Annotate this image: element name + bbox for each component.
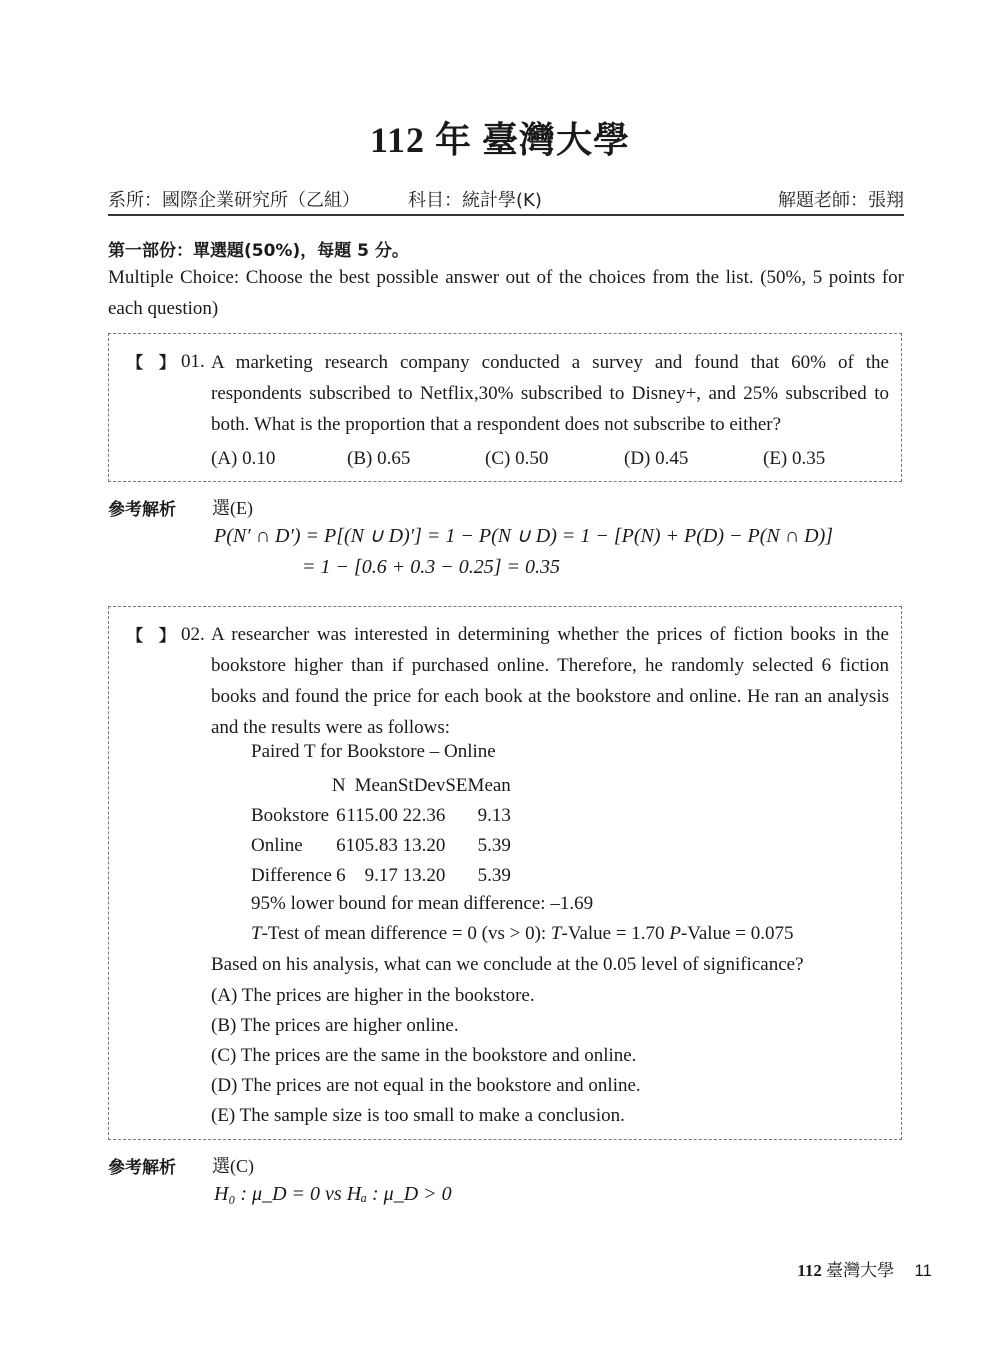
page-number: 11 xyxy=(914,1261,932,1280)
option-c: (C) The prices are the same in the bookstore and online. xyxy=(211,1045,637,1066)
answer-choice: 選(E) xyxy=(212,498,253,518)
subject-label: 科目：統計學(K) xyxy=(408,190,542,211)
department-label: 系所：國際企業研究所（乙組） xyxy=(108,190,360,211)
cell-n: 6 xyxy=(336,805,346,826)
footer-year: 112 xyxy=(797,1261,822,1280)
answer-bracket-close: 】 xyxy=(159,353,176,372)
option-b: (B) 0.65 xyxy=(347,448,411,469)
question-prompt: Based on his analysis, what can we conclude at the 0.05 level of significance? xyxy=(211,954,804,975)
cell-se-mean: 9.13 xyxy=(477,805,511,826)
analysis-label: 參考解析 xyxy=(108,1158,176,1178)
col-header-mean: Mean xyxy=(354,775,398,796)
cell-mean: 9.17 xyxy=(364,865,398,886)
question-text: A researcher was interested in determining whether the prices of fiction books in the bookstore higher than if purchased online. Therefore, he randomly selected 6 fiction books and found the price for each book at the bookstore and online. He ran an analysis and the results were as follows: xyxy=(211,624,889,738)
option-a: (A) The prices are higher in the bookstore. xyxy=(211,985,535,1006)
answer-bracket-close: 】 xyxy=(159,626,176,645)
page-footer xyxy=(797,1256,932,1281)
col-header-stdev: StDev xyxy=(397,775,446,796)
cell-empty xyxy=(445,861,467,891)
option-c: (C) 0.50 xyxy=(485,448,549,469)
cell-n: 6 xyxy=(336,865,346,886)
cell-empty xyxy=(445,831,467,861)
footer-school: 臺灣大學 xyxy=(826,1261,895,1281)
answer-choice: 選(C) xyxy=(212,1156,254,1176)
hypothesis-formula: H₀ : μ_D = 0 vs Hₐ : μ_D > 0 xyxy=(214,1183,452,1205)
section-heading: 第一部份：單選題(50%)，每題 5 分。 xyxy=(108,241,409,261)
option-a: (A) 0.10 xyxy=(211,448,276,469)
cell-empty xyxy=(445,801,467,831)
row-label: Online xyxy=(251,835,303,856)
row-label: Bookstore xyxy=(251,805,330,826)
col-header xyxy=(251,771,332,801)
option-b: (B) The prices are higher online. xyxy=(211,1015,459,1036)
option-e: (E) The sample size is too small to make a conclusion. xyxy=(211,1105,625,1126)
question-box-02 xyxy=(108,606,902,1140)
tvalue-text: -Value = 1.70 xyxy=(561,923,670,944)
ttest-text: -Test of mean difference = 0 (vs > 0): xyxy=(261,923,551,944)
cell-stdev: 13.20 xyxy=(402,865,446,886)
cell-se-mean: 5.39 xyxy=(477,835,511,856)
question-text: A marketing research company conducted a survey and found that 60% of the respondents subscribed to Netflix,30% subscribed to Disney+, and 25% subscribed to both. What is the proportion that a respondent does not subscribe to either? xyxy=(211,352,889,435)
cell-stdev: 13.20 xyxy=(402,835,446,856)
solution-formula-line-2: = 1 − [0.6 + 0.3 − 0.25] = 0.35 xyxy=(302,556,561,578)
ttest-prefix: T xyxy=(251,923,262,944)
table-row xyxy=(251,801,511,831)
col-header-n: N xyxy=(331,775,346,796)
option-d: (D) 0.45 xyxy=(624,448,689,469)
analysis-label: 參考解析 xyxy=(108,500,176,520)
solution-formula-line-1: P(N′ ∩ D′) = P[(N ∪ D)′] = 1 − P(N ∪ D) = 1 − [P(N) + P(D) − P(N ∩ D)] xyxy=(214,525,834,547)
cell-mean: 115.00 xyxy=(346,805,398,826)
section-instructions: Multiple Choice: Choose the best possible answer out of the choices from the list. (50%, 5 points for each question) xyxy=(108,267,904,319)
question-number: 02. xyxy=(181,624,205,645)
question-box-01 xyxy=(108,333,902,482)
teacher-label: 解題老師：張翔 xyxy=(778,190,904,211)
option-d: (D) The prices are not equal in the bookstore and online. xyxy=(211,1075,641,1096)
output-title: Paired T for Bookstore – Online xyxy=(251,741,496,762)
col-header-se: SE xyxy=(445,775,468,796)
col-header-se-mean: Mean xyxy=(467,775,511,796)
table-row xyxy=(251,861,511,891)
cell-n: 6 xyxy=(336,835,346,856)
pvalue-text: -Value = 0.075 xyxy=(680,923,794,944)
cell-stdev: 22.36 xyxy=(402,805,446,826)
tvalue-label: T xyxy=(550,923,562,944)
answer-bracket-open: 【 xyxy=(127,626,144,645)
cell-se-mean: 5.39 xyxy=(477,865,511,886)
pvalue-label: P xyxy=(669,923,681,944)
paired-t-table xyxy=(251,771,511,891)
question-number: 01. xyxy=(181,351,205,372)
ttest-line xyxy=(251,923,793,945)
answer-bracket-open: 【 xyxy=(127,353,144,372)
exam-meta-row xyxy=(108,184,904,216)
cell-mean: 105.83 xyxy=(345,835,398,856)
table-row xyxy=(251,831,511,861)
row-label: Difference xyxy=(251,865,332,886)
table-header-row xyxy=(251,771,511,801)
option-e: (E) 0.35 xyxy=(763,448,826,469)
lower-bound-line: 95% lower bound for mean difference: –1.69 xyxy=(251,893,594,914)
page-title: 112 年 臺灣大學 xyxy=(369,120,630,160)
